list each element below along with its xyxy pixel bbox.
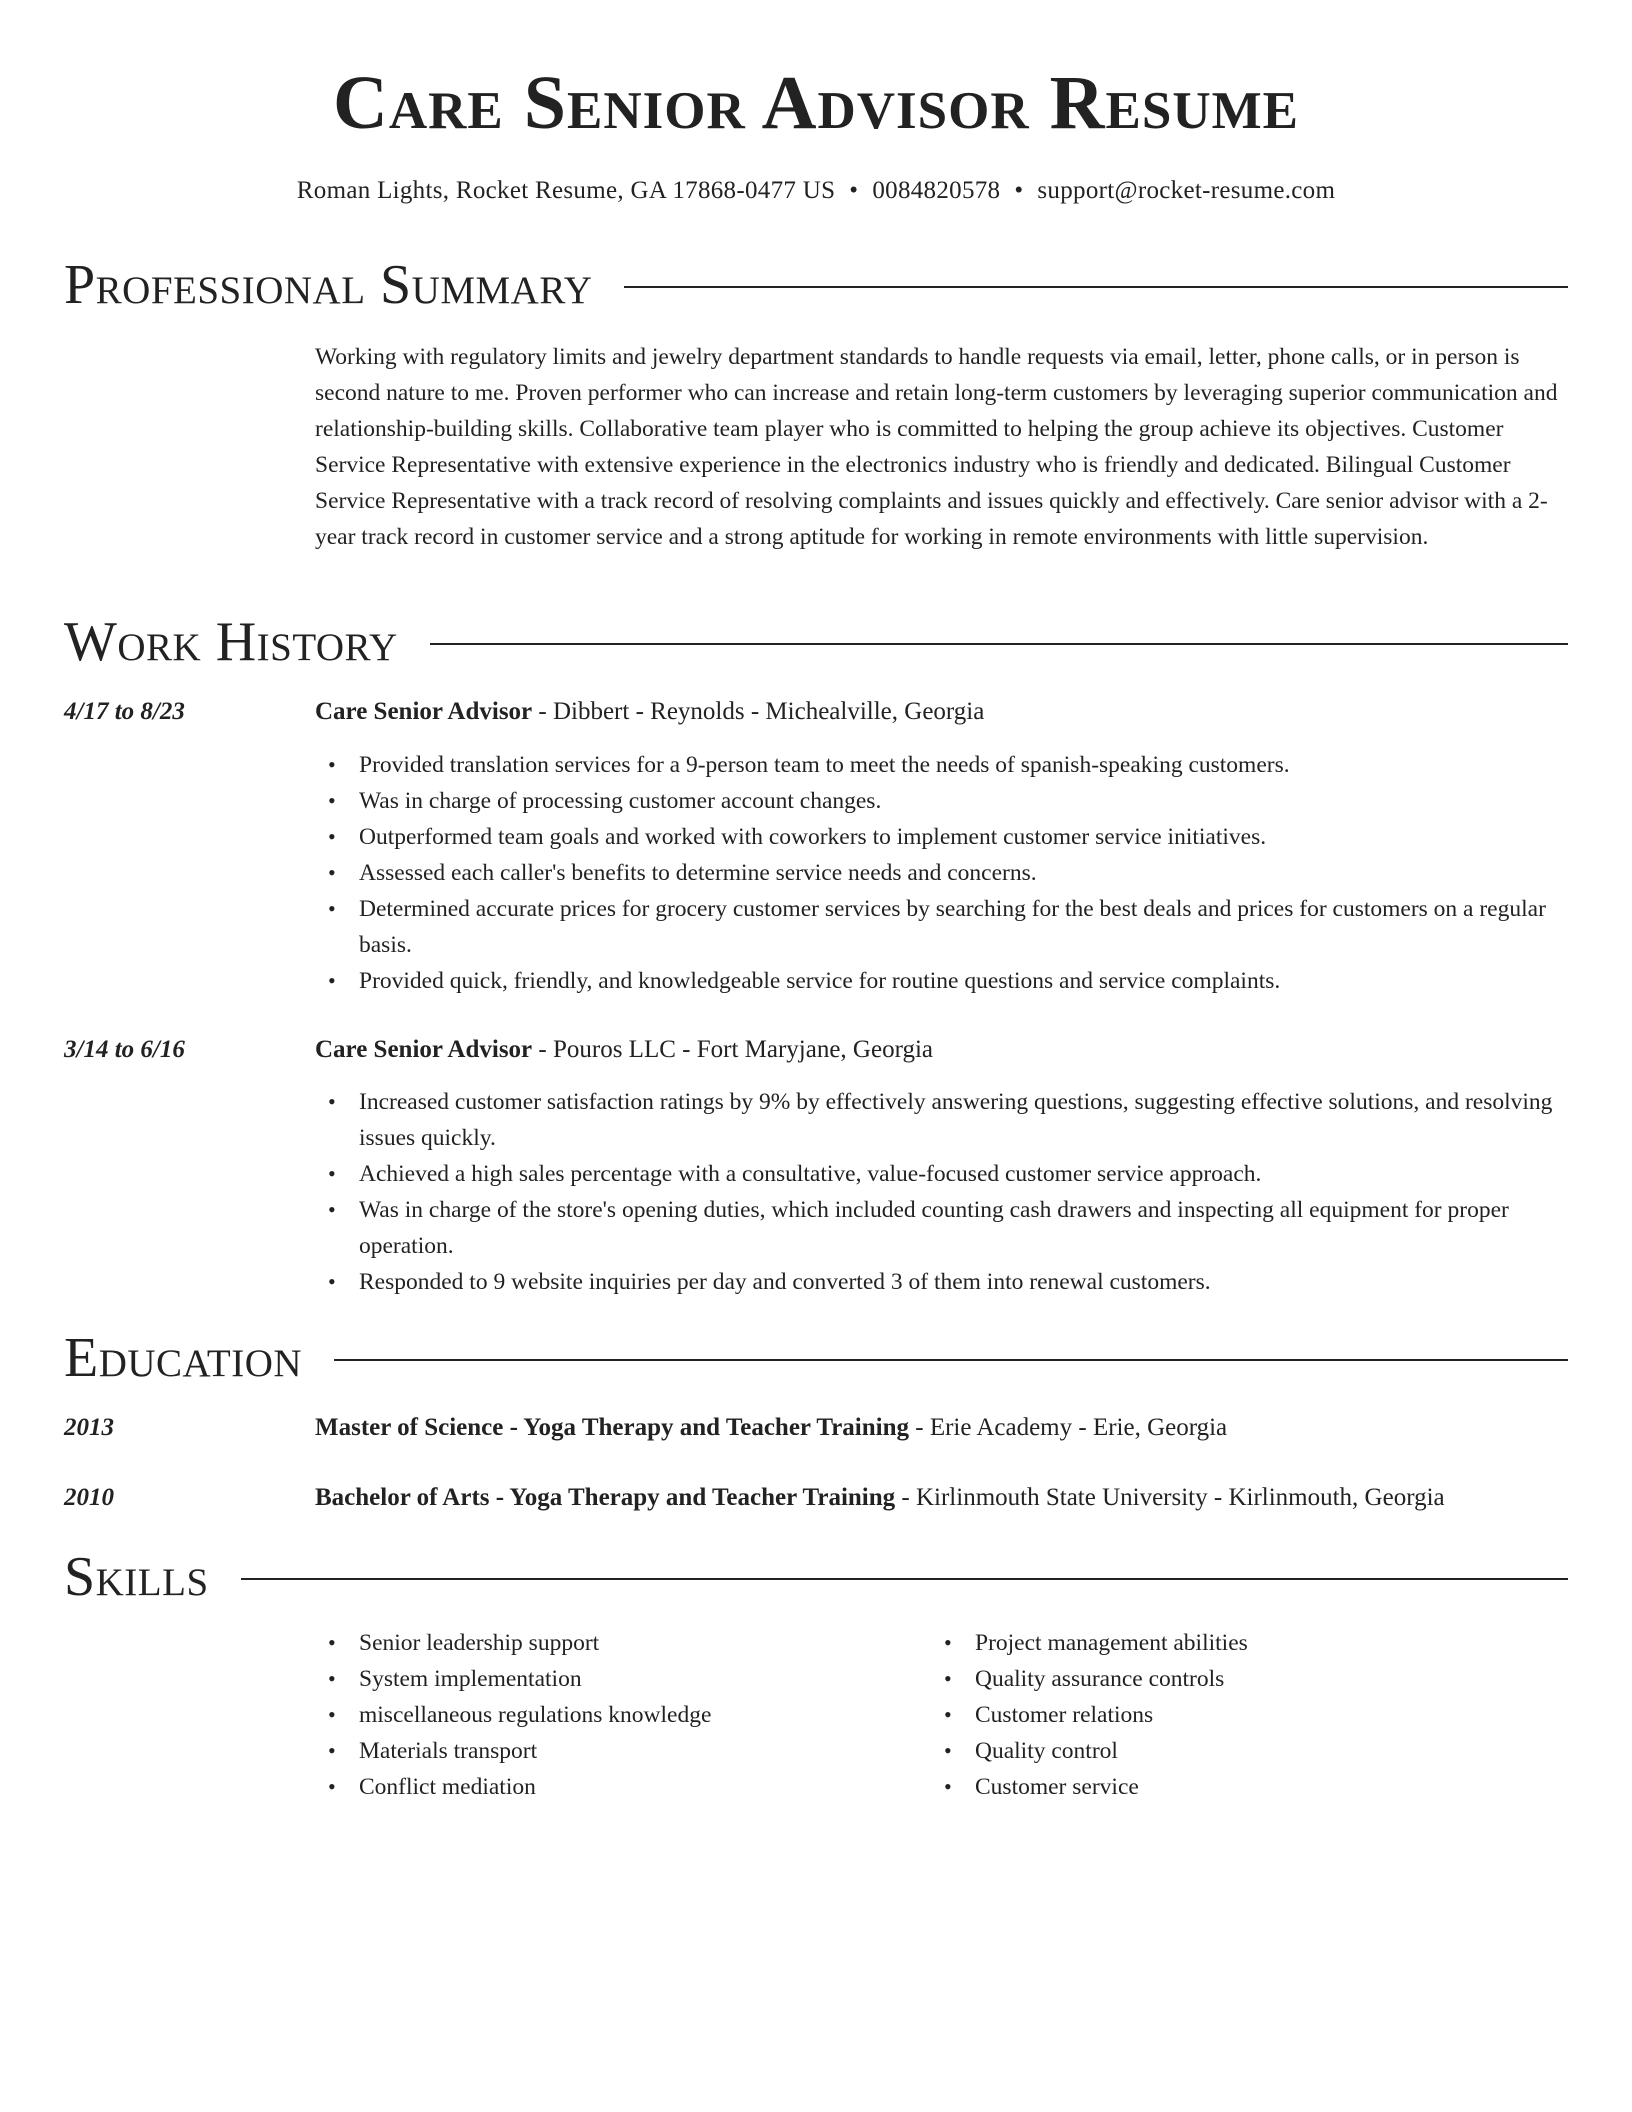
summary-heading: Professional Summary (64, 254, 593, 316)
list-item: • Conflict mediation (315, 1769, 915, 1805)
list-item: • Determined accurate prices for grocery customer services by searching for the best deals and prices for customers on a regular basis. (315, 891, 1570, 963)
job-details: - Pouros LLC - Fort Maryjane, Georgia (532, 1036, 933, 1063)
job-dates: 3/14 to 6/16 (64, 1036, 185, 1063)
education-degree: Master of Science - Yoga Therapy and Teacher Training (315, 1414, 909, 1441)
skills-list-right (931, 1625, 1531, 1805)
skills-heading: Skills (64, 1546, 209, 1608)
skills-section-header (64, 1542, 1568, 1612)
work-section-header (64, 607, 1568, 677)
job-bullets (315, 747, 1570, 999)
contact-line (64, 174, 1568, 208)
contact-separator: • (849, 177, 859, 204)
list-item: • System implementation (315, 1661, 915, 1697)
contact-address: Roman Lights, Rocket Resume, GA 17868-0477 US (296, 177, 836, 204)
list-item: • Was in charge of processing customer account changes. (315, 783, 1570, 819)
list-item: • Provided translation services for a 9-person team to meet the needs of spanish-speaking customers. (315, 747, 1570, 783)
education-details: - Kirlinmouth State University - Kirlinmouth, Georgia (895, 1484, 1445, 1511)
education-degree: Bachelor of Arts - Yoga Therapy and Teacher Training (315, 1484, 896, 1511)
job-title: Care Senior Advisor (315, 1036, 533, 1063)
list-item: • Materials transport (315, 1733, 915, 1769)
education-heading: Education (64, 1327, 303, 1389)
list-item: • miscellaneous regulations knowledge (315, 1697, 915, 1733)
list-item: • Senior leadership support (315, 1625, 915, 1661)
section-divider (624, 286, 1568, 288)
education-details: - Erie Academy - Erie, Georgia (909, 1414, 1228, 1441)
list-item: • Increased customer satisfaction ratings by 9% by effectively answering questions, suggesting effective solutions, and resolving issues quickly. (315, 1084, 1570, 1156)
contact-separator: • (1014, 177, 1024, 204)
section-divider (334, 1359, 1568, 1361)
job-details: - Dibbert - Reynolds - Michealville, Georgia (532, 698, 985, 725)
summary-text: Working with regulatory limits and jewelry department standards to handle requests via email, letter, phone calls, or in person is second nature to me. Proven performer who can increase and retain long-term customers by leveraging superior communication and relationship-building skills. Collaborative team player who is committed to helping the group achieve its objectives. Customer Service Representative with extensive experience in the electronics industry who is friendly and dedicated. Bilingual Customer Service Representative with a track record of resolving complaints and issues quickly and effectively. Care senior advisor with a 2-year track record in customer service and a strong aptitude for working in remote environments with little supervision. (315, 344, 1558, 550)
education-year: 2013 (64, 1414, 114, 1441)
summary-section-header (64, 250, 1568, 320)
job-title-line (315, 694, 1570, 730)
list-item: • Achieved a high sales percentage with a consultative, value-focused customer service approach. (315, 1156, 1570, 1192)
job-title-line (315, 1032, 1570, 1068)
list-item: • Customer service (931, 1769, 1531, 1805)
resume-title: Care Senior Advisor Resume (332, 61, 1299, 145)
list-item: • Provided quick, friendly, and knowledgeable service for routine questions and service complaints. (315, 963, 1570, 999)
section-divider (241, 1578, 1568, 1580)
list-item: • Project management abilities (931, 1625, 1531, 1661)
section-divider (430, 643, 1568, 645)
education-section-header (64, 1323, 1568, 1393)
education-year: 2010 (64, 1484, 114, 1511)
skills-list-left (315, 1625, 915, 1805)
list-item: • Assessed each caller's benefits to determine service needs and concerns. (315, 855, 1570, 891)
job-title: Care Senior Advisor (315, 698, 533, 725)
job-dates: 4/17 to 8/23 (64, 698, 185, 725)
contact-email: support@rocket-resume.com (1037, 177, 1336, 204)
job-bullets (315, 1084, 1570, 1300)
list-item: • Quality control (931, 1733, 1531, 1769)
work-heading: Work History (64, 611, 398, 673)
list-item: • Responded to 9 website inquiries per day and converted 3 of them into renewal customers. (315, 1264, 1570, 1300)
contact-phone: 0084820578 (872, 177, 1001, 204)
list-item: • Outperformed team goals and worked with coworkers to implement customer service initiatives. (315, 819, 1570, 855)
education-entry (315, 1410, 1570, 1446)
list-item: • Customer relations (931, 1697, 1531, 1733)
list-item: • Quality assurance controls (931, 1661, 1531, 1697)
education-entry (315, 1480, 1570, 1516)
list-item: • Was in charge of the store's opening duties, which included counting cash drawers and inspecting all equipment for proper operation. (315, 1192, 1570, 1264)
